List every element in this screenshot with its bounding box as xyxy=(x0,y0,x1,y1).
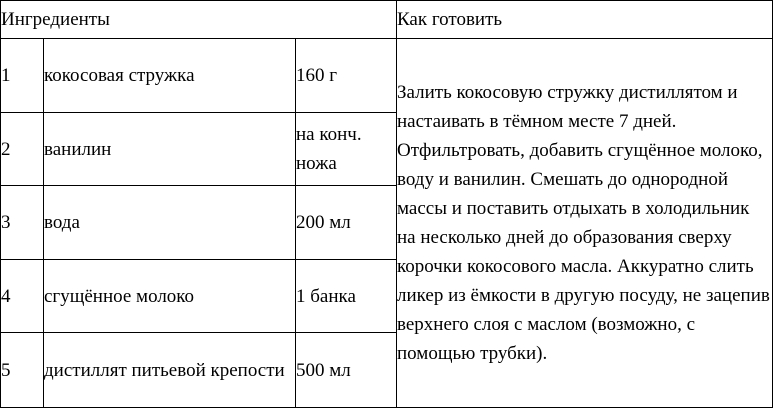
ingredient-name: ванилин xyxy=(44,112,296,186)
ingredient-name: дистиллят питьевой крепости xyxy=(44,333,296,408)
ingredient-quantity: 200 мл xyxy=(296,186,397,260)
ingredient-name: вода xyxy=(44,186,296,260)
header-row xyxy=(1,1,773,39)
ingredient-number: 1 xyxy=(1,39,44,113)
ingredient-number: 5 xyxy=(1,333,44,408)
how-to-header: Как готовить xyxy=(397,1,773,39)
ingredient-row xyxy=(1,39,773,113)
ingredient-number: 3 xyxy=(1,186,44,260)
ingredient-name: кокосовая стружка xyxy=(44,39,296,113)
ingredients-header: Ингредиенты xyxy=(1,1,397,39)
ingredient-quantity: на конч. ножа xyxy=(296,112,397,186)
ingredient-name: сгущённое молоко xyxy=(44,259,296,333)
ingredient-number: 2 xyxy=(1,112,44,186)
ingredient-quantity: 1 банка xyxy=(296,259,397,333)
ingredient-quantity: 160 г xyxy=(296,39,397,113)
ingredient-number: 4 xyxy=(1,259,44,333)
ingredient-quantity: 500 мл xyxy=(296,333,397,408)
instructions-text: Залить кокосовую стружку дистиллятом и настаивать в тёмном месте 7 дней. Отфильтровать, добавить сгущённое молоко, воду и ванилин. Смешать до однородной массы и поставить отдыхать в холодильник на несколько дней до образования сверху корочки кокосового масла. Аккуратно слить ликер из ёмкости в другую посуду, не зацепив верхнего слоя с маслом (возможно, с помощью трубки). xyxy=(397,39,773,408)
